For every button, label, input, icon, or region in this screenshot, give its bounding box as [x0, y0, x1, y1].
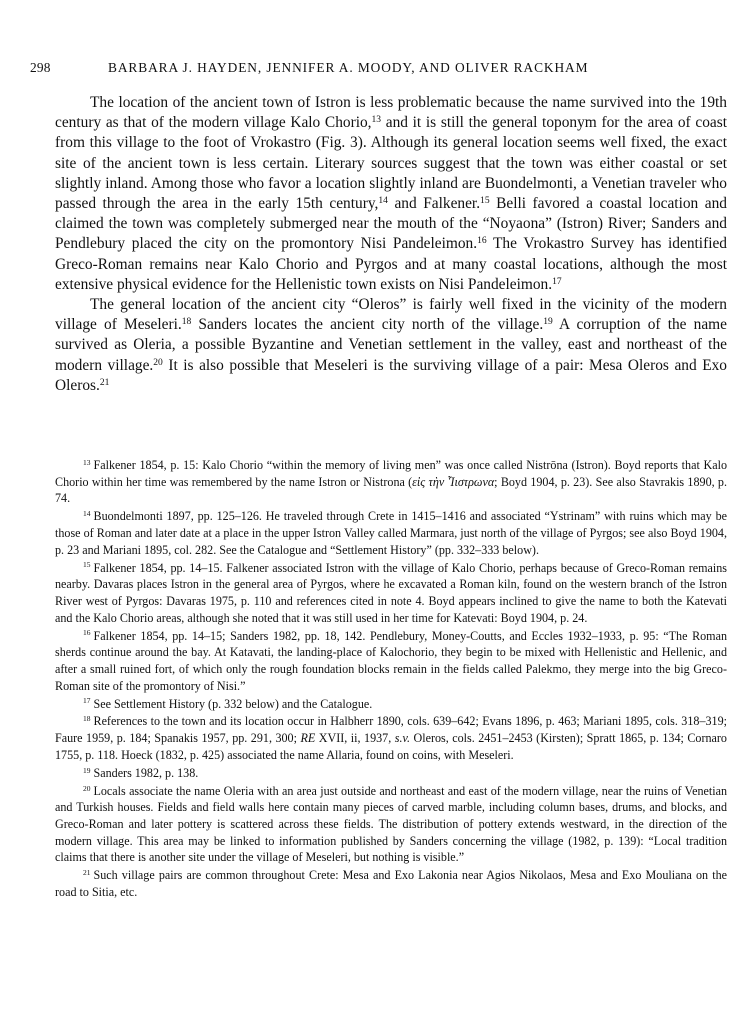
paragraph-oleros [55, 295, 727, 396]
text-run: It is also possible that Meseleri is the surviving village of a pair: Mesa Oleros and Exo Oleros. [55, 356, 727, 394]
footnote-ref: 17 [552, 275, 562, 287]
footnotes [55, 457, 727, 902]
footnote-19 [55, 765, 727, 782]
text-run: and it is still the general toponym for the area of coast from this village to the foot of Vrokastro (Fig. 3). Although its general location seems well fixed, the exact site of the ancient town is less certain. Literary sources suggest that the town was either coastal or set slightly inland. Among those who favor a location slightly inland are Buondelmonti, a Venetian traveler who passed through the area in the early 15th century, [55, 114, 727, 213]
text-run: The Vrokastro Survey has identified Greco-Roman remains near Kalo Chorio and Pyrgos and at many coastal locations, although the most extensive physical evidence for the Hellenistic town exists on Nisi Pandeleimon. [55, 235, 728, 293]
footnote-number: 20 [83, 783, 91, 793]
footnote-16 [55, 628, 727, 695]
footnote-ref: 19 [543, 315, 553, 327]
footnote-14 [55, 508, 727, 558]
footnote-20 [55, 783, 727, 867]
footnote-text: Sanders 1982, p. 138. [93, 765, 199, 780]
paragraph-istron [55, 93, 727, 295]
footnote-text: Such village pairs are common throughout Crete: Mesa and Exo Lakonia near Agios Nikolaos, Mesa and Exo Mouliana on the road to Sitia, etc. [55, 868, 727, 900]
footnote-ref: 13 [371, 113, 382, 125]
footnote-ref: 16 [477, 235, 487, 247]
footnote-text: ; Boyd 1904, p. 23). See also Stavrakis 1890, p. 74. [55, 474, 727, 506]
footnote-number: 19 [83, 765, 91, 775]
text-run: Belli favored a coastal location and claimed the town was completely submerged near the mouth of the “Noyaona” (Istron) River; Sanders and Pendlebury placed the city on the promontory Nisi Pandeleimon. [55, 195, 727, 253]
footnote-text: Oleros, cols. 2451–2453 (Kirsten); Spratt 1865, p. 134; Cornaro 1755, p. 118. Hoeck (1832, p. 425) associated the name Allaria, found on coins, with Meseleri. [55, 731, 727, 762]
footnote-text: Locals associate the name Oleria with an area just outside and northeast and east of the modern village, near the ruins of Venetian and Turkish houses. Fields and field walls here contain many pieces of carved marble, including column bases, drums, and blocks, and Greco-Roman and later pottery is scattered across these fields. The distribution of pottery extends westward, in the direction of the modern village. This area may be linked to information published by Sanders concerning the village (1982, p. 139): “Local tradition claims that there is another site under the village of Meseleri, but nothing is visible.” [55, 783, 727, 865]
footnote-ref: 18 [181, 315, 192, 327]
greek-phrase: εἰς τὴν Ἷιστρωνα [412, 474, 495, 489]
footnote-18 [55, 713, 727, 763]
running-header-authors: BARBARA J. HAYDEN, JENNIFER A. MOODY, AND OLIVER RACKHAM [108, 60, 589, 75]
footnote-number: 18 [83, 714, 91, 724]
footnote-21 [55, 867, 727, 900]
footnote-number: 16 [83, 628, 91, 638]
main-text [55, 93, 727, 396]
footnote-text: References to the town and its location occur in Halbherr 1890, cols. 639–642; Evans 1896, p. 463; Mariani 1895, cols. 318–319; Faure 1959, p. 184; Spanakis 1957, pp. 291, 300; [55, 714, 727, 746]
running-header [30, 60, 730, 76]
footnote-number: 13 [83, 457, 91, 467]
footnote-text: Falkener 1854, pp. 14–15. Falkener associated Istron with the village of Kalo Chorio, perhaps because of Greco-Roman remains nearby. Davaras places Istron in the general area of Pyrgos, where he excavated a Roman kiln, found on the western branch of the Istron River west of Pyrgos: Davaras 1975, p. 110 and references cited in note 4. Boyd appears inclined to give the name to both the Katevati and the Kalo Chorio areas, although she noted that it was still used in her time for Katevati: Boyd 1904, p. 24. [55, 560, 727, 625]
footnote-17 [55, 696, 727, 713]
footnote-ref: 20 [153, 356, 163, 368]
text-run: and Falkener. [387, 195, 481, 213]
footnote-number: 14 [83, 509, 91, 519]
footnote-15 [55, 560, 727, 627]
text-run: The general location of the ancient city “Oleros” is fairly well fixed in the vicinity of the modern village of Meseleri. [55, 296, 727, 334]
text-run: Sanders locates the ancient city north of the village. [191, 316, 544, 334]
footnote-text: Falkener 1854, p. 15: Kalo Chorio “within the memory of living men” was once called Nistrōna (Istron). Boyd reports that Kalo Chorio within her time was remembered by the name Istron or Nistrona ( [55, 458, 727, 489]
footnote-number: 21 [83, 868, 91, 878]
footnote-number: 15 [83, 560, 91, 570]
page-number: 298 [30, 60, 51, 75]
footnote-number: 17 [83, 696, 91, 706]
footnote-text: XVII, ii, 1937, [315, 731, 395, 746]
footnote-ref: 14 [378, 194, 388, 206]
text-run: A corruption of the name survived as Oleria, a possible Byzantine and Venetian settlement in the valley, east and northeast of the modern village. [55, 316, 727, 374]
footnote-ref: 15 [480, 194, 490, 206]
italic-abbrev: RE [300, 731, 316, 746]
footnote-text: See Settlement History (p. 332 below) and the Catalogue. [93, 696, 373, 711]
footnote-text: Buondelmonti 1897, pp. 125–126. He traveled through Crete in 1415–1416 and associated “Ystrinam” with ruins which may be those of Roman and later date at a place in the upper Istron Valley called Marmara, just north of the village of Pyrgos; see also Boyd 1904, p. 23 and Mariani 1895, col. 282. See the Catalogue and “Settlement History” (pp. 332–333 below). [55, 509, 727, 557]
footnote-13 [55, 457, 727, 507]
text-run: The location of the ancient town of Istron is less problematic because the name survived into the 19th century as that of the modern village Kalo Chorio, [55, 94, 727, 132]
italic-abbrev: s.v. [394, 731, 410, 746]
footnote-ref: 21 [99, 376, 110, 388]
footnote-text: Falkener 1854, pp. 14–15; Sanders 1982, pp. 18, 142. Pendlebury, Money-Coutts, and Eccles 1932–1933, p. 95: “The Roman sherds continue around the bay. At Katavati, the landing-place of Kalochorio, they begin to be mixed with Hellenistic and Hellenic, and after a small ruined fort, of which only the rough foundation blocks remain in the fields called Palekmo, they merge into the big Greco-Roman site of the promontory of Nisi.” [55, 628, 727, 693]
